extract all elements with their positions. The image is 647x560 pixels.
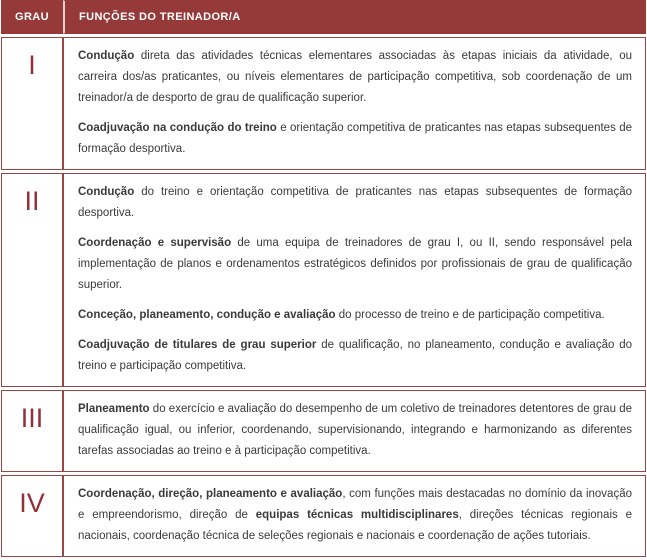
grau-numeral: III: [1, 390, 63, 472]
table-row: [1, 390, 646, 472]
function-paragraph: Condução direta das atividades técnicas elementares associadas às etapas iniciais da atividade, ou carreira dos/as praticantes, ou níveis elementares de participação competitiva, sob coordenação de um treinador/a de desporto de grau de qualificação superior.: [78, 50, 632, 104]
functions-cell: [63, 475, 646, 557]
function-paragraph: Planeamento do exercício e avaliação do desempenho de um coletivo de treinadores detentores de grau de qualificação igual, ou inferior, coordenando, supervisionando, integrando e harmonizando as diferentes tarefas associadas ao treino e à participação competitiva.: [78, 403, 632, 457]
table-header: [1, 0, 646, 34]
column-header-grau: GRAU: [1, 0, 63, 34]
grau-functions-table: [1, 0, 646, 560]
header-row: [1, 0, 646, 34]
functions-cell: [63, 173, 646, 387]
functions-cell: [63, 390, 646, 472]
functions-cell: [63, 37, 646, 170]
function-paragraph: Coadjuvação na condução do treino e orientação competitiva de praticantes nas etapas subsequentes de formação desportiva.: [78, 122, 632, 155]
table-row: [1, 37, 646, 170]
function-paragraph: Coordenação, direção, planeamento e avaliação, com funções mais destacadas no domínio da inovação e empreendorismo, direção de equipas técnicas multidisciplinares, direções técnicas regionais e nacionais, coordenação técnica de seleções regionais e nacionais e coordenação de ações tutoriais.: [78, 488, 633, 542]
grau-numeral: IV: [1, 475, 63, 557]
table-row: [1, 173, 646, 387]
table-body: [1, 37, 646, 557]
function-paragraph: Coordenação e supervisão de uma equipa de treinadores de grau I, ou II, sendo responsável pela implementação de planos e ordenamentos estratégicos definidos por profissionais de grau de qualificação superior.: [78, 237, 633, 291]
grau-numeral: I: [1, 37, 63, 170]
grau-numeral: II: [1, 173, 63, 387]
function-paragraph: Conceção, planeamento, condução e avaliação do processo de treino e de participação competitiva.: [78, 309, 605, 321]
table-row: [1, 475, 646, 557]
column-header-funcoes: FUNÇÕES DO TREINADOR/A: [63, 0, 646, 34]
function-paragraph: Condução do treino e orientação competitiva de praticantes nas etapas subsequentes de formação desportiva.: [78, 186, 632, 219]
function-paragraph: Coadjuvação de titulares de grau superior de qualificação, no planeamento, condução e avaliação do treino e participação competitiva.: [78, 339, 632, 372]
